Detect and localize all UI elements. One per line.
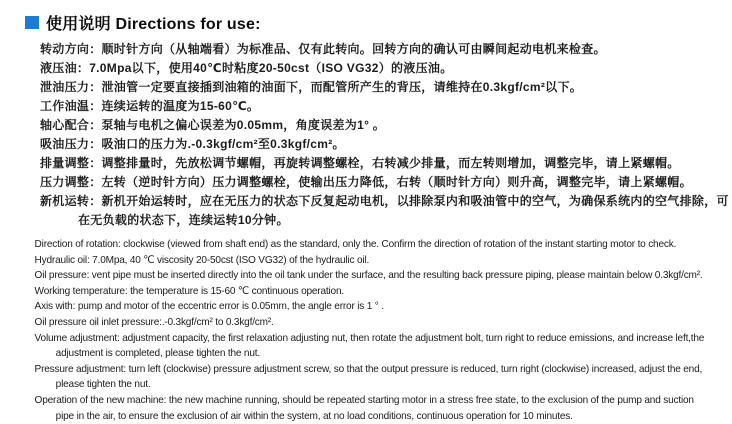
en-line-pressure-adjustment: Pressure adjustment: turn left (clockwise) pressure adjustment screw, so that the output pressure is reduced, turn right (clockwise) increased, adjust the end, [34,362,703,375]
cn-line-rotation-direction: 转动方向：顺时针方向（从轴端看）为标准品、仅有此转向。回转方向的确认可由瞬间起动电机来检查。 [40,42,606,56]
en-line-hydraulic-oil: Hydraulic oil: 7.0Mpa, 40 ℃ viscosity 20-50cst (ISO VG32) of the hydraulic oil. [34,253,370,266]
page-title: 使用说明 Directions for use: [46,16,261,33]
en-line-volume-adjustment: Volume adjustment: adjustment capacity, the first relaxation adjusting nut, then rotate the adjustment bolt, turn right to reduce emissions, and increase left,the [34,331,705,344]
cn-line-new-machine-operation: 新机运转：新机开始运转时，应在无压力的状态下反复起动电机，以排除泵内和吸油管中的空气，为确保系统内的空气排除，可 [40,194,729,208]
chinese-directions-section [0,37,732,230]
english-directions-section [0,230,732,424]
section-header [0,0,732,37]
cn-line-pressure-adjustment: 压力调整：左转（逆时针方向）压力调整螺栓，使输出压力降低，右转（顺时针方向）则升高，调整完毕，请上紧螺帽。 [40,175,692,189]
en-line-oil-pressure: Oil pressure: vent pipe must be inserted directly into the oil tank under the surface, and the resulting back pressure piping, please maintain below 0.3kgf/cm². [34,269,703,282]
en-line-new-machine-operation: Operation of the new machine: the new machine running, should be repeated starting motor in a stress free state, to the exclusion of the pump and suction [34,393,694,406]
cn-line-drain-pressure: 泄油压力：泄油管一定要直接插到油箱的油面下，而配管所产生的背压，请维持在0.3kgf/cm²以下。 [40,80,583,94]
en-line-inlet-pressure: Oil pressure oil inlet pressure:.-0.3kgf/cm² to 0.3kgf/cm². [34,315,274,328]
cn-line-working-temperature: 工作油温：连续运转的温度为15-60℃。 [40,99,260,113]
blue-square-bullet-icon [25,16,39,29]
en-line-axis-alignment: Axis with: pump and motor of the eccentric error is 0.05mm, the angle error is 1 ° . [34,300,384,313]
en-line-rotation-direction: Direction of rotation: clockwise (viewed from shaft end) as the standard, only the. Confirm the direction of rotation of the instant starting motor to check. [34,238,677,250]
cn-line-new-machine-operation-cont: 在无负载的状态下，连续运转10分钟。 [78,213,289,227]
en-line-pressure-adjustment-cont: please tighten the nut. [55,378,151,391]
cn-line-volume-adjustment: 排量调整：调整排量时，先放松调节螺帽，再旋转调整螺栓，右转减少排量，而左转则增加，调整完毕，请上紧螺帽。 [40,156,680,170]
cn-line-hydraulic-oil: 液压油：7.0Mpa以下，使用40℃时粘度20-50cst（ISO VG32）的液压油。 [40,61,453,75]
cn-line-suction-pressure: 吸油压力：吸油口的压力为.-0.3kgf/cm²至0.3kgf/cm²。 [40,137,345,151]
en-line-new-machine-operation-cont: pipe in the air, to ensure the exclusion of air within the system, at no load conditions, continuous operation for 10 minutes. [55,409,573,422]
cn-line-axis-alignment: 轴心配合：泵轴与电机之偏心误差为0.05mm，角度误差为1° 。 [40,118,386,132]
en-line-working-temperature: Working temperature: the temperature is 15-60 ℃ continuous operation. [34,284,344,297]
en-line-volume-adjustment-cont: adjustment is completed, please tighten the nut. [55,347,260,360]
